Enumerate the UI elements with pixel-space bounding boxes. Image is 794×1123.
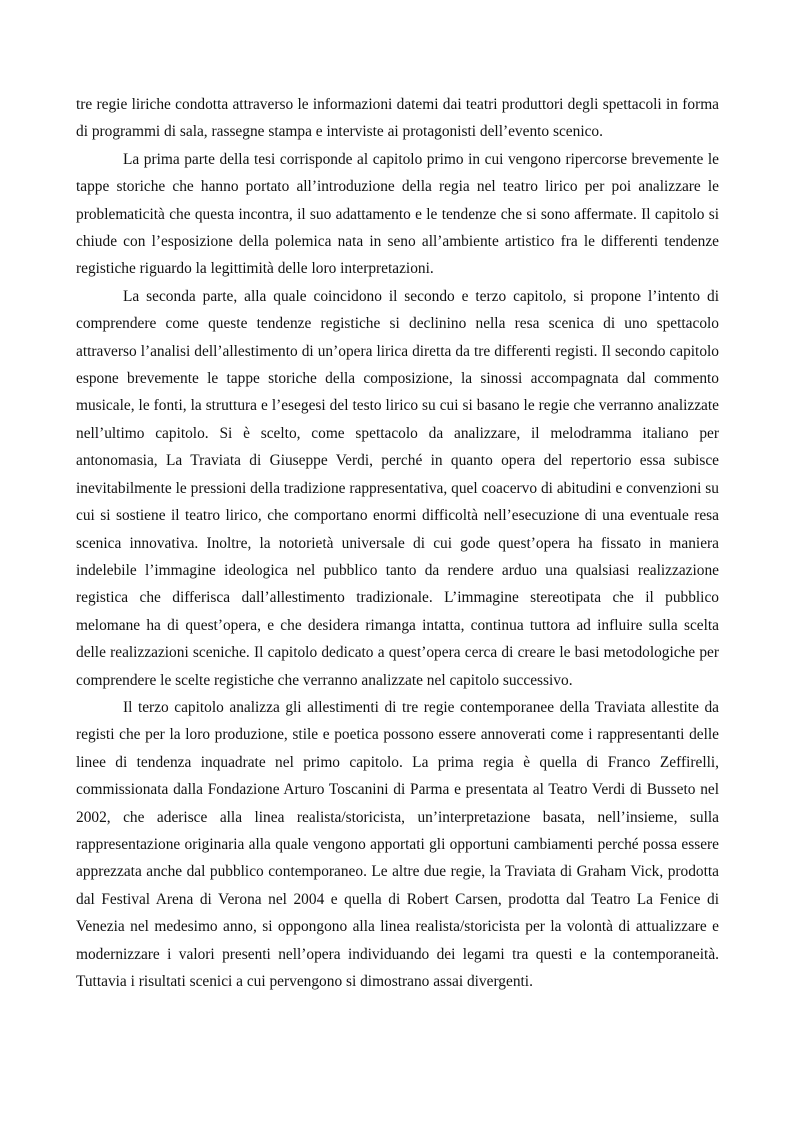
paragraph-second-part: La seconda parte, alla quale coincidono il secondo e terzo capitolo, si propone l’intento di comprendere come queste tendenze registiche si declinino nella resa scenica di uno spettacolo attraverso l’analisi dell’allestimento di un’opera lirica diretta da tre differenti registi. Il secondo capitolo espone brevemente le tappe storiche della composizione, la sinossi accompagnata dal commento musicale, le fonti, la struttura e l’esegesi del testo lirico su cui si basano le regie che verranno analizzate nell’ultimo capitolo. Si è scelto, come spettacolo da analizzare, il melodramma italiano per antonomasia, La Traviata di Giuseppe Verdi, perché in quanto opera del repertorio essa subisce inevitabilmente le pressioni della tradizione rappresentativa, quel coacervo di abitudini e convenzioni su cui si sostiene il teatro lirico, che comportano enormi difficoltà nell’esecuzione di una eventuale resa scenica innovativa. Inoltre, la notorietà universale di cui gode quest’opera ha fissato in maniera indelebile l’immagine ideologica nel pubblico tanto da rendere arduo una qualsiasi realizzazione registica che differisca dall’allestimento tradizionale. L’immagine stereotipata che il pubblico melomane ha di quest’opera, e che desidera rimanga intatta, continua tuttora ad influire sulla scelta delle realizzazioni sceniche. Il capitolo dedicato a quest’opera cerca di creare le basi metodologiche per comprendere le scelte registiche che verranno analizzate nel capitolo successivo. [76, 287, 719, 689]
paragraph-third-chapter: Il terzo capitolo analizza gli allestimenti di tre regie contemporanee della Traviata allestite da registi che per la loro produzione, stile e poetica possono essere annoverati come i rappresentanti delle linee di tendenza inquadrate nel primo capitolo. La prima regia è quella di Franco Zeffirelli, commissionata dalla Fondazione Arturo Toscanini di Parma e presentata al Teatro Verdi di Busseto nel 2002, che aderisce alla linea realista/storicista, un’interpretazione basata, nell’insieme, sulla rappresentazione originaria alla quale vengono apportati gli opportuni cambiamenti perché possa essere apprezzata anche dal pubblico contemporaneo. Le altre due regie, la Traviata di Graham Vick, prodotta dal Festival Arena di Verona nel 2004 e quella di Robert Carsen, prodotta dal Teatro La Fenice di Venezia nel medesimo anno, si oppongono alla linea realista/storicista per la volontà di attualizzare e modernizzare i valori presenti nell’opera individuando dei legami tra questi e la contemporaneità. Tuttavia i risultati scenici a cui pervengono si dimostrano assai divergenti. [76, 698, 719, 990]
paragraph-continuation: tre regie liriche condotta attraverso le informazioni datemi dai teatri produttori degli spettacoli in forma di programmi di sala, rassegne stampa e interviste ai protagonisti dell’evento scenico. [76, 96, 719, 141]
document-page [76, 91, 719, 995]
paragraph-first-part: La prima parte della tesi corrisponde al capitolo primo in cui vengono ripercorse brevemente le tappe storiche che hanno portato all’introduzione della regia nel teatro lirico per poi analizzare le problematicità che questa incontra, il suo adattamento e le tendenze che si sono affermate. Il capitolo si chiude con l’esposizione della polemica nata in seno all’ambiente artistico fra le differenti tendenze registiche riguardo la legittimità delle loro interpretazioni. [76, 150, 719, 278]
